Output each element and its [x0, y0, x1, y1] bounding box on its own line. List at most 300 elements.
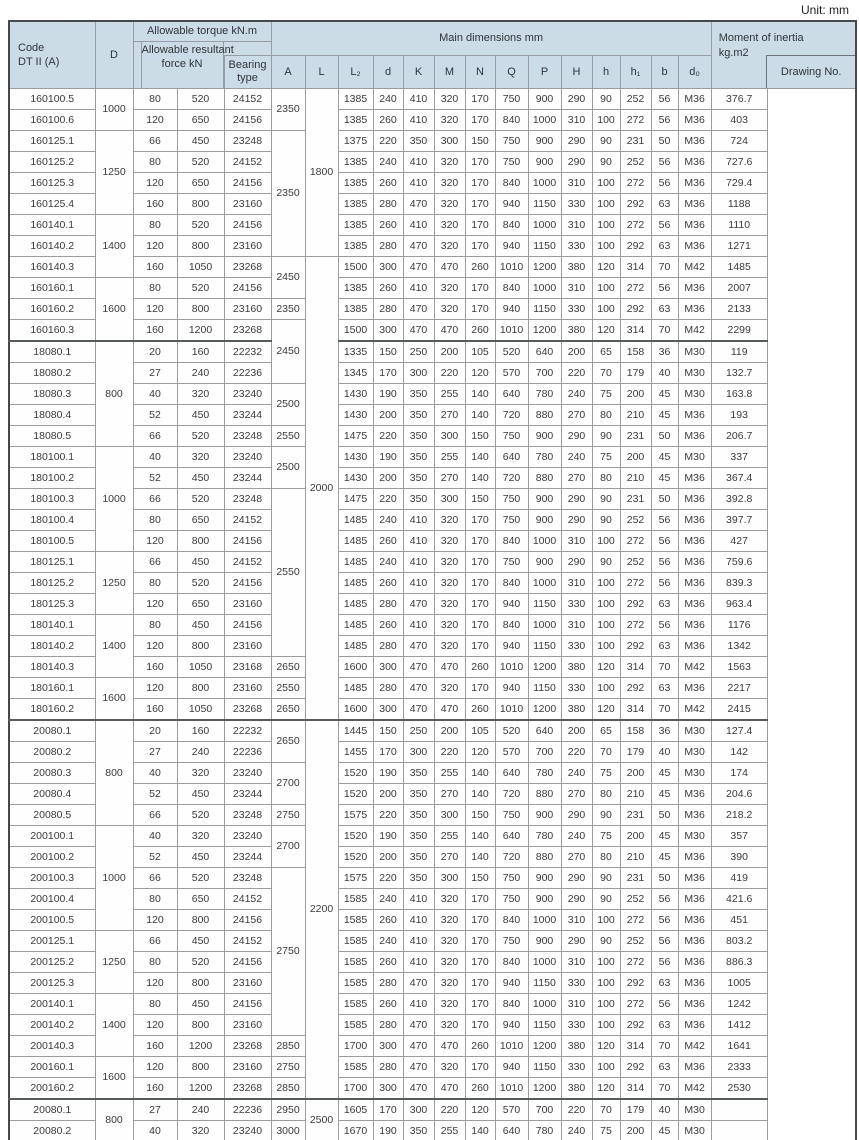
- cell-h1: 100: [592, 593, 620, 614]
- cell-n: 170: [465, 151, 495, 172]
- cell-m: 320: [434, 993, 465, 1014]
- cell-force: 520: [177, 867, 224, 888]
- cell-inertia: M36: [678, 214, 711, 235]
- cell-drawing: 1188: [711, 193, 767, 214]
- cell-bearing-type: 24156: [224, 172, 271, 193]
- table-header: [9, 21, 856, 88]
- cell-h1: 100: [592, 109, 620, 130]
- cell-drawing: 1342: [711, 635, 767, 656]
- cell-l2: 1520: [338, 846, 373, 867]
- main-dimensions-header: Main dimensions mm: [271, 21, 711, 55]
- cell-inertia: M36: [678, 593, 711, 614]
- cell-n: 170: [465, 972, 495, 993]
- cell-b: 272: [620, 530, 651, 551]
- cell-bearing-type: 23268: [224, 256, 271, 277]
- cell-q: 1010: [495, 319, 528, 341]
- cell-h1: 80: [592, 404, 620, 425]
- cell-torque: 120: [133, 635, 177, 656]
- cell-bearing-type: 23240: [224, 762, 271, 783]
- table-row: [9, 319, 856, 341]
- cell-h: 240: [561, 383, 592, 404]
- cell-d0: 50: [651, 867, 678, 888]
- cell-m: 320: [434, 951, 465, 972]
- table-row: [9, 193, 856, 214]
- cell-h: 270: [561, 846, 592, 867]
- cell-h: 330: [561, 593, 592, 614]
- cell-d0: 70: [651, 1035, 678, 1056]
- cell-n: 150: [465, 867, 495, 888]
- cell-n: 105: [465, 341, 495, 363]
- cell-d-diameter: 1000: [95, 88, 133, 130]
- cell-bearing-type: 23168: [224, 656, 271, 677]
- table-row: [9, 593, 856, 614]
- cell-l2: 1475: [338, 425, 373, 446]
- cell-b: 272: [620, 614, 651, 635]
- cell-torque: 66: [133, 930, 177, 951]
- cell-d: 260: [373, 530, 403, 551]
- cell-m: 320: [434, 151, 465, 172]
- cell-inertia: M36: [678, 488, 711, 509]
- cell-torque: 80: [133, 214, 177, 235]
- cell-h: 330: [561, 298, 592, 319]
- cell-bearing-type: 24156: [224, 214, 271, 235]
- cell-q: 940: [495, 193, 528, 214]
- cell-b: 272: [620, 214, 651, 235]
- cell-h: 310: [561, 993, 592, 1014]
- cell-p: 900: [528, 488, 561, 509]
- cell-d: 280: [373, 593, 403, 614]
- cell-q: 640: [495, 1120, 528, 1140]
- dimensions-table: [8, 20, 857, 1140]
- cell-p: 1150: [528, 298, 561, 319]
- col-header-k: K: [403, 55, 434, 88]
- table-row: [9, 888, 856, 909]
- col-header-a: A: [271, 55, 305, 88]
- cell-n: 140: [465, 383, 495, 404]
- cell-code: 180125.1: [9, 551, 95, 572]
- cell-q: 940: [495, 1056, 528, 1077]
- cell-q: 840: [495, 214, 528, 235]
- cell-inertia: M36: [678, 888, 711, 909]
- cell-code: 20080.3: [9, 762, 95, 783]
- table-row: [9, 846, 856, 867]
- table-row: [9, 88, 856, 109]
- cell-d: 300: [373, 1035, 403, 1056]
- cell-n: 150: [465, 425, 495, 446]
- cell-d-diameter: 1600: [95, 1056, 133, 1099]
- cell-d: 150: [373, 341, 403, 363]
- cell-d0: 70: [651, 656, 678, 677]
- cell-dim-a: 2550: [271, 425, 305, 446]
- cell-b: 314: [620, 1035, 651, 1056]
- cell-l2: 1445: [338, 720, 373, 742]
- cell-k: 470: [403, 635, 434, 656]
- cell-drawing: 1485: [711, 256, 767, 277]
- cell-n: 140: [465, 446, 495, 467]
- cell-inertia: M30: [678, 341, 711, 363]
- cell-q: 940: [495, 298, 528, 319]
- cell-l2: 1385: [338, 193, 373, 214]
- cell-inertia: M36: [678, 846, 711, 867]
- cell-code: 180125.3: [9, 593, 95, 614]
- cell-bearing-type: 24156: [224, 951, 271, 972]
- cell-n: 170: [465, 888, 495, 909]
- cell-torque: 52: [133, 783, 177, 804]
- cell-n: 260: [465, 698, 495, 720]
- cell-q: 750: [495, 551, 528, 572]
- cell-m: 220: [434, 1099, 465, 1121]
- cell-inertia: M36: [678, 867, 711, 888]
- cell-code: 160160.3: [9, 319, 95, 341]
- cell-force: 520: [177, 425, 224, 446]
- cell-m: 320: [434, 235, 465, 256]
- cell-inertia: M36: [678, 951, 711, 972]
- cell-drawing: 357: [711, 825, 767, 846]
- cell-k: 350: [403, 783, 434, 804]
- cell-d: 170: [373, 1099, 403, 1121]
- cell-bearing-type: 22236: [224, 362, 271, 383]
- cell-h1: 100: [592, 909, 620, 930]
- cell-code: 200140.2: [9, 1014, 95, 1035]
- cell-m: 220: [434, 362, 465, 383]
- cell-d: 280: [373, 1014, 403, 1035]
- cell-d: 260: [373, 214, 403, 235]
- cell-d: 260: [373, 951, 403, 972]
- cell-torque: 80: [133, 614, 177, 635]
- cell-inertia: M36: [678, 1014, 711, 1035]
- cell-p: 1150: [528, 1056, 561, 1077]
- cell-l2: 1575: [338, 867, 373, 888]
- cell-torque: 80: [133, 993, 177, 1014]
- cell-d-diameter: 1400: [95, 993, 133, 1056]
- col-header-l2: L₂: [338, 55, 373, 88]
- cell-l2: 1670: [338, 1120, 373, 1140]
- cell-dim-a: 3000: [271, 1120, 305, 1140]
- cell-k: 410: [403, 530, 434, 551]
- cell-q: 750: [495, 425, 528, 446]
- cell-k: 470: [403, 972, 434, 993]
- cell-b: 210: [620, 846, 651, 867]
- cell-dim-a: 2850: [271, 1035, 305, 1056]
- cell-h: 270: [561, 467, 592, 488]
- cell-code: 200160.2: [9, 1077, 95, 1099]
- cell-l2: 1385: [338, 172, 373, 193]
- table-row: [9, 1077, 856, 1099]
- table-row: [9, 614, 856, 635]
- cell-code: 160140.1: [9, 214, 95, 235]
- cell-l2: 1385: [338, 298, 373, 319]
- cell-d-diameter: 1000: [95, 446, 133, 551]
- cell-h: 290: [561, 867, 592, 888]
- cell-h1: 90: [592, 551, 620, 572]
- cell-q: 570: [495, 1099, 528, 1121]
- cell-drawing: 163.8: [711, 383, 767, 404]
- cell-b: 252: [620, 888, 651, 909]
- cell-l2: 1585: [338, 951, 373, 972]
- cell-k: 250: [403, 720, 434, 742]
- cell-torque: 66: [133, 488, 177, 509]
- cell-h1: 100: [592, 972, 620, 993]
- cell-h1: 90: [592, 425, 620, 446]
- cell-d0: 56: [651, 151, 678, 172]
- code-header-line1: Code: [18, 41, 45, 54]
- cell-b: 272: [620, 277, 651, 298]
- cell-l2: 1385: [338, 88, 373, 109]
- cell-h: 290: [561, 488, 592, 509]
- cell-k: 250: [403, 341, 434, 363]
- cell-n: 140: [465, 404, 495, 425]
- cell-inertia: M36: [678, 804, 711, 825]
- cell-p: 1150: [528, 235, 561, 256]
- cell-k: 470: [403, 1056, 434, 1077]
- cell-b: 292: [620, 298, 651, 319]
- cell-bearing-type: 23160: [224, 677, 271, 698]
- cell-h1: 90: [592, 930, 620, 951]
- cell-h: 200: [561, 720, 592, 742]
- table-row: [9, 930, 856, 951]
- cell-h1: 80: [592, 846, 620, 867]
- cell-bearing-type: 23248: [224, 804, 271, 825]
- cell-q: 720: [495, 404, 528, 425]
- table-row: [9, 1014, 856, 1035]
- cell-force: 650: [177, 593, 224, 614]
- cell-torque: 27: [133, 741, 177, 762]
- cell-bearing-type: 23240: [224, 383, 271, 404]
- cell-bearing-type: 23240: [224, 825, 271, 846]
- cell-dim-a: 2850: [271, 1077, 305, 1099]
- cell-h: 310: [561, 572, 592, 593]
- cell-d0: 45: [651, 467, 678, 488]
- cell-l2: 1520: [338, 825, 373, 846]
- cell-m: 300: [434, 130, 465, 151]
- cell-b: 314: [620, 656, 651, 677]
- cell-n: 170: [465, 235, 495, 256]
- cell-h: 290: [561, 151, 592, 172]
- cell-d: 190: [373, 1120, 403, 1140]
- cell-force: 240: [177, 362, 224, 383]
- cell-d: 240: [373, 888, 403, 909]
- cell-d: 260: [373, 172, 403, 193]
- table-row: [9, 235, 856, 256]
- cell-p: 700: [528, 362, 561, 383]
- cell-d0: 56: [651, 530, 678, 551]
- cell-bearing-type: 24156: [224, 277, 271, 298]
- table-row: [9, 825, 856, 846]
- cell-inertia: M36: [678, 130, 711, 151]
- cell-k: 470: [403, 656, 434, 677]
- table-row: [9, 762, 856, 783]
- cell-d: 300: [373, 698, 403, 720]
- cell-bearing-type: 23160: [224, 635, 271, 656]
- cell-l2: 1585: [338, 1056, 373, 1077]
- cell-drawing: 729.4: [711, 172, 767, 193]
- cell-force: 450: [177, 614, 224, 635]
- cell-force: 160: [177, 341, 224, 363]
- cell-drawing: 390: [711, 846, 767, 867]
- cell-q: 940: [495, 972, 528, 993]
- cell-code: 200125.1: [9, 930, 95, 951]
- torque-header: Allowable torque kN.m: [134, 22, 271, 42]
- cell-k: 410: [403, 214, 434, 235]
- cell-d-diameter: 1250: [95, 930, 133, 993]
- cell-k: 410: [403, 88, 434, 109]
- col-header-h: H: [561, 55, 592, 88]
- cell-b: 314: [620, 319, 651, 341]
- cell-d-diameter: 1400: [95, 614, 133, 677]
- table-row: [9, 404, 856, 425]
- cell-n: 170: [465, 109, 495, 130]
- cell-b: 231: [620, 130, 651, 151]
- cell-q: 940: [495, 677, 528, 698]
- cell-m: 300: [434, 867, 465, 888]
- cell-k: 470: [403, 319, 434, 341]
- cell-force: 650: [177, 509, 224, 530]
- cell-l2: 1485: [338, 614, 373, 635]
- cell-h: 310: [561, 614, 592, 635]
- cell-n: 140: [465, 825, 495, 846]
- cell-p: 700: [528, 1099, 561, 1121]
- cell-p: 1000: [528, 214, 561, 235]
- cell-p: 780: [528, 762, 561, 783]
- cell-torque: 40: [133, 383, 177, 404]
- cell-p: 1200: [528, 256, 561, 277]
- cell-b: 292: [620, 677, 651, 698]
- cell-n: 170: [465, 614, 495, 635]
- cell-m: 320: [434, 277, 465, 298]
- cell-m: 320: [434, 909, 465, 930]
- cell-code: 20080.2: [9, 741, 95, 762]
- cell-k: 470: [403, 1035, 434, 1056]
- cell-k: 410: [403, 151, 434, 172]
- cell-k: 300: [403, 362, 434, 383]
- cell-n: 260: [465, 1077, 495, 1099]
- table-row: [9, 677, 856, 698]
- cell-k: 350: [403, 404, 434, 425]
- cell-torque: 160: [133, 1035, 177, 1056]
- cell-l2: 1430: [338, 383, 373, 404]
- cell-dim-a: 2350: [271, 130, 305, 256]
- cell-d: 240: [373, 88, 403, 109]
- cell-b: 179: [620, 362, 651, 383]
- cell-drawing: 367.4: [711, 467, 767, 488]
- cell-force: 650: [177, 172, 224, 193]
- cell-q: 750: [495, 888, 528, 909]
- cell-k: 470: [403, 698, 434, 720]
- cell-d: 220: [373, 804, 403, 825]
- cell-h: 380: [561, 319, 592, 341]
- cell-k: 350: [403, 425, 434, 446]
- col-header-d-small: d: [373, 55, 403, 88]
- cell-code: 160125.4: [9, 193, 95, 214]
- cell-d: 260: [373, 572, 403, 593]
- cell-b: 252: [620, 930, 651, 951]
- cell-p: 1200: [528, 698, 561, 720]
- cell-m: 320: [434, 972, 465, 993]
- cell-h: 330: [561, 677, 592, 698]
- cell-h1: 120: [592, 1035, 620, 1056]
- cell-l2: 1700: [338, 1035, 373, 1056]
- cell-inertia: M36: [678, 467, 711, 488]
- cell-p: 1000: [528, 909, 561, 930]
- cell-d: 260: [373, 109, 403, 130]
- cell-bearing-type: 23160: [224, 298, 271, 319]
- cell-torque: 120: [133, 909, 177, 930]
- cell-d: 260: [373, 993, 403, 1014]
- col-header-code: [9, 21, 95, 88]
- cell-m: 320: [434, 172, 465, 193]
- col-header-m: M: [434, 55, 465, 88]
- cell-bearing-type: 24156: [224, 909, 271, 930]
- cell-inertia: M36: [678, 972, 711, 993]
- cell-n: 260: [465, 319, 495, 341]
- table-row: [9, 867, 856, 888]
- cell-dim-a: 2750: [271, 804, 305, 825]
- cell-drawing: 1412: [711, 1014, 767, 1035]
- cell-q: 750: [495, 488, 528, 509]
- cell-h1: 90: [592, 867, 620, 888]
- cell-q: 750: [495, 130, 528, 151]
- cell-code: 180100.2: [9, 467, 95, 488]
- cell-m: 470: [434, 1035, 465, 1056]
- cell-h1: 100: [592, 193, 620, 214]
- cell-code: 200100.1: [9, 825, 95, 846]
- cell-inertia: M30: [678, 1099, 711, 1121]
- cell-p: 780: [528, 825, 561, 846]
- cell-dim-a: 2500: [271, 383, 305, 425]
- cell-n: 170: [465, 1014, 495, 1035]
- cell-m: 300: [434, 488, 465, 509]
- cell-h: 290: [561, 930, 592, 951]
- cell-inertia: M30: [678, 825, 711, 846]
- cell-q: 720: [495, 846, 528, 867]
- cell-d0: 40: [651, 1099, 678, 1121]
- cell-drawing: 127.4: [711, 720, 767, 742]
- cell-b: 292: [620, 593, 651, 614]
- cell-l2: 1500: [338, 256, 373, 277]
- cell-drawing: 206.7: [711, 425, 767, 446]
- cell-q: 1010: [495, 1035, 528, 1056]
- cell-force: 450: [177, 467, 224, 488]
- cell-inertia: M30: [678, 362, 711, 383]
- cell-bearing-type: 23160: [224, 193, 271, 214]
- cell-force: 520: [177, 151, 224, 172]
- cell-d: 300: [373, 656, 403, 677]
- cell-k: 470: [403, 256, 434, 277]
- table-row: [9, 509, 856, 530]
- table-row: [9, 425, 856, 446]
- cell-n: 170: [465, 993, 495, 1014]
- cell-l2: 1475: [338, 488, 373, 509]
- cell-k: 350: [403, 446, 434, 467]
- cell-k: 300: [403, 741, 434, 762]
- cell-inertia: M42: [678, 656, 711, 677]
- cell-n: 170: [465, 88, 495, 109]
- cell-q: 840: [495, 572, 528, 593]
- cell-m: 200: [434, 720, 465, 742]
- cell-bearing-type: 24156: [224, 993, 271, 1014]
- cell-drawing: 2530: [711, 1077, 767, 1099]
- cell-l2: 1500: [338, 319, 373, 341]
- cell-code: 200100.2: [9, 846, 95, 867]
- table-row: [9, 383, 856, 404]
- cell-k: 470: [403, 235, 434, 256]
- cell-b: 292: [620, 1014, 651, 1035]
- cell-bearing-type: 22232: [224, 341, 271, 363]
- cell-m: 255: [434, 825, 465, 846]
- col-header-h1: h₁: [620, 55, 651, 88]
- cell-drawing: 1563: [711, 656, 767, 677]
- table-row: [9, 341, 856, 363]
